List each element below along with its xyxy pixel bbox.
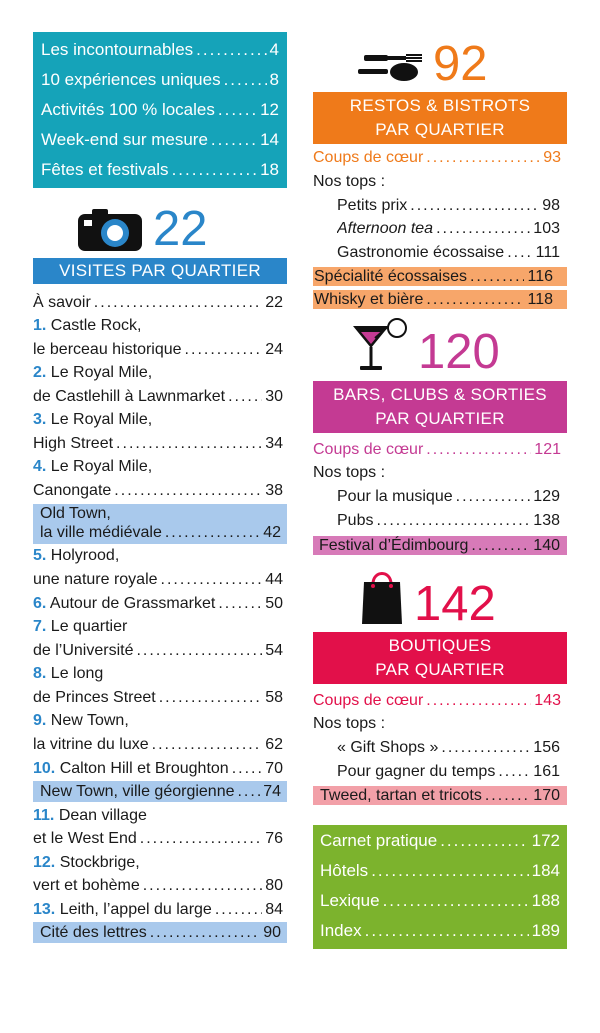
toc-entry[interactable]: le berceau historique ..... 24 (33, 339, 283, 361)
toc-entry[interactable]: 6. Autour de Grassmarket ..... 50 (33, 593, 283, 615)
district-entry-title[interactable]: 3. Le Royal Mile, (33, 411, 153, 428)
toc-entry[interactable]: Week-end sur mesure ..... 14 (41, 126, 279, 154)
shops-banner: BOUTIQUES PAR QUARTIER (313, 632, 567, 684)
toc-entry[interactable]: Coups de cœur ..... 143 (313, 690, 561, 712)
toc-entry[interactable]: Carnet pratique ..... 172 (320, 827, 560, 855)
toc-entry[interactable]: Canongate ..... 38 (33, 480, 283, 502)
tops-label: Nos tops : (313, 464, 386, 481)
highlight-old-town[interactable]: Old Town, la ville médiévale ..... 42 (33, 504, 287, 544)
camera-icon (78, 209, 142, 251)
toc-entry[interactable]: Index ..... 189 (320, 917, 560, 945)
district-entry-title[interactable]: 4. Le Royal Mile, (33, 458, 153, 475)
district-entry-title[interactable]: 2. Le Royal Mile, (33, 364, 153, 381)
toc-entry[interactable]: 10. Calton Hill et Broughton ..... 70 (33, 758, 283, 780)
toc-entry[interactable]: Gastronomie écossaise ..... 111 (337, 242, 560, 264)
district-entry-title[interactable]: 7. Le quartier (33, 618, 128, 635)
toc-entry[interactable]: Pubs ..... 138 (337, 510, 560, 532)
district-entry-title[interactable]: 9. New Town, (33, 712, 129, 729)
essentials-box (33, 32, 287, 188)
bars-page-number: 120 (418, 325, 500, 379)
toc-entry[interactable]: Activités 100 % locales ..... 12 (41, 96, 279, 124)
highlight-new-town[interactable]: New Town, ville géorgienne ..... 74 (33, 781, 287, 802)
highlight-cite-des-lettres[interactable]: Cité des lettres ..... 90 (33, 922, 287, 943)
toc-entry[interactable]: vert et bohème ..... 80 (33, 875, 283, 897)
toc-entry[interactable]: la vitrine du luxe ..... 62 (33, 734, 283, 756)
restos-banner: RESTOS & BISTROTS PAR QUARTIER (313, 92, 567, 144)
toc-entry[interactable]: Hôtels ..... 184 (320, 857, 560, 885)
visits-banner: VISITES PAR QUARTIER (33, 258, 287, 284)
toc-entry[interactable]: de Castlehill à Lawnmarket ..... 30 (33, 386, 283, 408)
toc-entry[interactable]: À savoir ..... 22 (33, 292, 283, 314)
toc-entry[interactable]: Les incontournables ..... 4 (41, 36, 279, 64)
district-entry-title[interactable]: 11. Dean village (33, 807, 147, 824)
shopping-bag-icon (360, 566, 404, 626)
district-entry-title[interactable]: 8. Le long (33, 665, 104, 682)
toc-entry[interactable]: Pour la musique ..... 129 (337, 486, 560, 508)
highlight-festival[interactable]: Festival d’Édimbourg ..... 140 (313, 536, 567, 555)
highlight-specialites[interactable]: Spécialité écossaises ..... 116 (313, 267, 567, 286)
toc-entry[interactable]: Pour gagner du temps ..... 161 (337, 761, 560, 783)
district-entry-title[interactable]: 12. Stockbrige, (33, 854, 140, 871)
toc-entry[interactable]: et le West End ..... 76 (33, 828, 283, 850)
toc-entry[interactable]: de Princes Street ..... 58 (33, 687, 283, 709)
district-entry-title[interactable]: 1. Castle Rock, (33, 317, 142, 334)
toc-entry[interactable]: Fêtes et festivals ..... 18 (41, 156, 279, 184)
toc-entry[interactable]: « Gift Shops » ..... 156 (337, 737, 560, 759)
cocktail-icon (351, 318, 409, 374)
restos-page-number: 92 (433, 37, 488, 91)
toc-entry[interactable]: Coups de cœur ..... 93 (313, 147, 561, 169)
practical-box (313, 825, 567, 949)
toc-entry[interactable]: Afternoon tea ..... 103 (337, 218, 560, 240)
cutlery-icon (356, 52, 424, 86)
toc-entry[interactable]: Lexique ..... 188 (320, 887, 560, 915)
highlight-whisky[interactable]: Whisky et bière ..... 118 (313, 290, 567, 309)
shops-page-number: 142 (414, 577, 496, 631)
toc-entry[interactable]: High Street ..... 34 (33, 433, 283, 455)
toc-entry[interactable]: une nature royale ..... 44 (33, 569, 283, 591)
visits-page-number: 22 (153, 202, 208, 256)
tops-label: Nos tops : (313, 173, 386, 190)
toc-entry[interactable]: Petits prix ..... 98 (337, 195, 560, 217)
district-entry-title[interactable]: 5. Holyrood, (33, 547, 120, 564)
tops-label: Nos tops : (313, 715, 386, 732)
toc-entry[interactable]: 13. Leith, l’appel du large ..... 84 (33, 899, 283, 921)
toc-entry[interactable]: 10 expériences uniques ..... 8 (41, 66, 279, 94)
toc-entry[interactable]: de l’Université ..... 54 (33, 640, 283, 662)
bars-banner: BARS, CLUBS & SORTIES PAR QUARTIER (313, 381, 567, 433)
toc-entry[interactable]: Coups de cœur ..... 121 (313, 439, 561, 461)
highlight-tweed[interactable]: Tweed, tartan et tricots ..... 170 (313, 786, 567, 805)
